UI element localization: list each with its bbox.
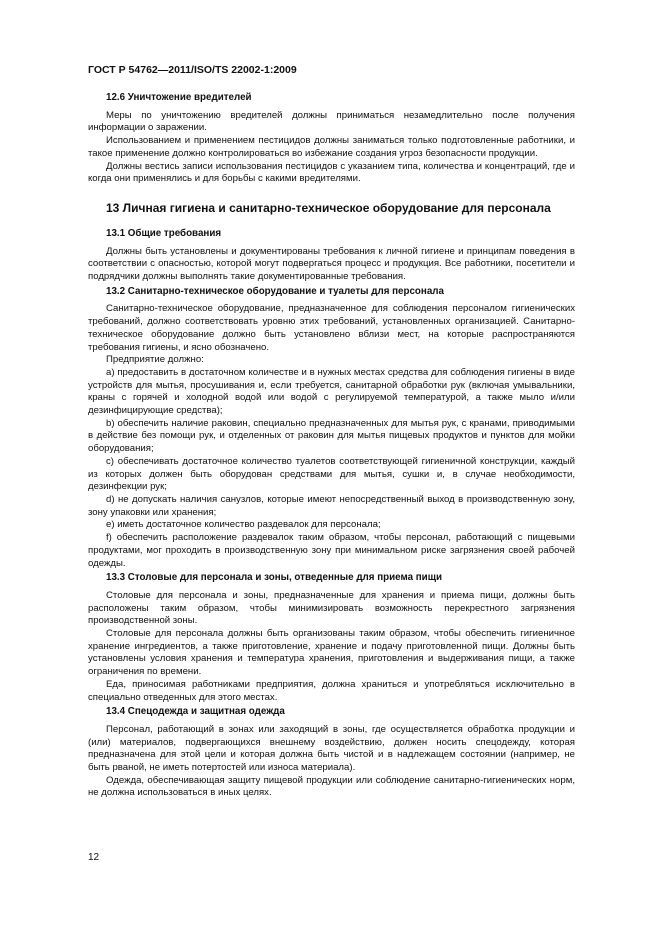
paragraph: Меры по уничтожению вредителей должны приниматься незамедлительно после получения информации о заражении. [88,109,575,134]
subsection-heading-13-4: 13.4 Спецодежда и защитная одежда [106,706,285,718]
subsection-heading-13-1: 13.1 Общие требования [106,227,222,239]
list-item-e: e) иметь достаточное количество раздевалок для персонала; [106,519,381,531]
list-item-c: c) обеспечивать достаточное количество туалетов соответствующей гигиеничной конструкции, каждый из которых должен быть оборудован средствами для мытья, сушки и, в случае необходимости, дезинфекции рук; [88,455,575,493]
list-item-f: f) обеспечить расположение раздевалок таким образом, чтобы персонал, работающий с пищевыми продуктами, мог проходить в производственную зону при минимальном риске загрязнения своей рабочей одежды. [88,532,575,569]
paragraph: Должны вестись записи использования пестицидов с указанием типа, количества и концентраций, где и когда они применялись и для борьбы с какими вредителями. [88,160,575,185]
page-body [88,88,575,800]
paragraph: Использованием и применением пестицидов должны заниматься только подготовленные работники, и такое применение должно контролироваться во избежание создания угроз безопасности продукции. [88,135,575,159]
list-item-b: b) обеспечить наличие раковин, специально предназначенных для мытья рук, с кранами, приводимыми в действие без помощи рук, и отделенных от раковин для мытья пищевых продуктов и пунктов для мойки оборудования; [88,417,575,455]
paragraph: Столовые для персонала должны быть организованы таким образом, чтобы обеспечить гигиеничное хранение ингредиентов, а также приготовление, хранение и подачу приготовленной пищи. Должны быть установлены условия хранения и температура хранения, приготовления и выдерживания пищи, а также ограничения по времени. [88,628,575,678]
subsection-heading-12-6: 12.6 Уничтожение вредителей [106,92,252,103]
paragraph: Еда, приносимая работниками предприятия, должна храниться и употребляться исключительно в специально отведенных для этого местах. [88,678,575,703]
document-code-header: ГОСТ Р 54762—2011/ISO/TS 22002-1:2009 [88,64,297,76]
paragraph: Персонал, работающий в зонах или заходящий в зоны, где осуществляется обработка продукции и (или) материалов, подвергающихся внешнему воздействию, должен носить спецодежду, которая предназначена для этой цели и которая должна быть чистой и в надлежащем состоянии (например, не быть рваной, не иметь потертостей или износа материала). [88,723,575,774]
subsection-heading-13-3: 13.3 Столовые для персонала и зоны, отведенные для приема пищи [106,572,442,584]
section-title-13: 13 Личная гигиена и санитарно-техническое оборудование для персонала [106,200,551,215]
subsection-heading-13-2: 13.2 Санитарно-техническое оборудование и туалеты для персонала [106,285,444,297]
list-item-d: d) не допускать наличия санузлов, которые имеют непосредственный выход в производственную зону, зону упаковки или хранения; [88,493,575,518]
list-item-a: a) предоставить в достаточном количестве и в нужных местах средства для соблюдения гигиены в виде устройств для мытья, просушивания и, если требуется, санитарной обработки рук (включая умывальники, краны с горячей и холодной водой или водой с регулируемой температурой, а также мыло и/или дезинфицирующие средства); [88,366,575,417]
paragraph: Должны быть установлены и документированы требования к личной гигиене и принципам поведения в соответствии с опасностью, которой могут подвергаться процесс и продукция. Все работники, посетители и подрядчики должны выполнять такие документированные требования. [88,245,575,283]
paragraph: Столовые для персонала и зоны, предназначенные для хранения и приема пищи, должны быть расположены таким образом, чтобы минимизировать возможность перекрестного загрязнения производственной зоны. [88,589,575,627]
paragraph: Одежда, обеспечивающая защиту пищевой продукции или соблюдение санитарно-гигиенических норм, не должна использоваться в иных целях. [88,774,575,799]
page-number: 12 [88,852,100,863]
paragraph: Предприятие должно: [106,354,204,366]
paragraph: Санитарно-техническое оборудование, предназначенное для соблюдения персоналом гигиенических требований, должно соответствовать уровню этих требований, установленных организацией. Санитарно-техническое оборудование должно быть установлено вблизи мест, на которые распространяются требования гигиены, и ясно обозначено. [88,303,575,353]
